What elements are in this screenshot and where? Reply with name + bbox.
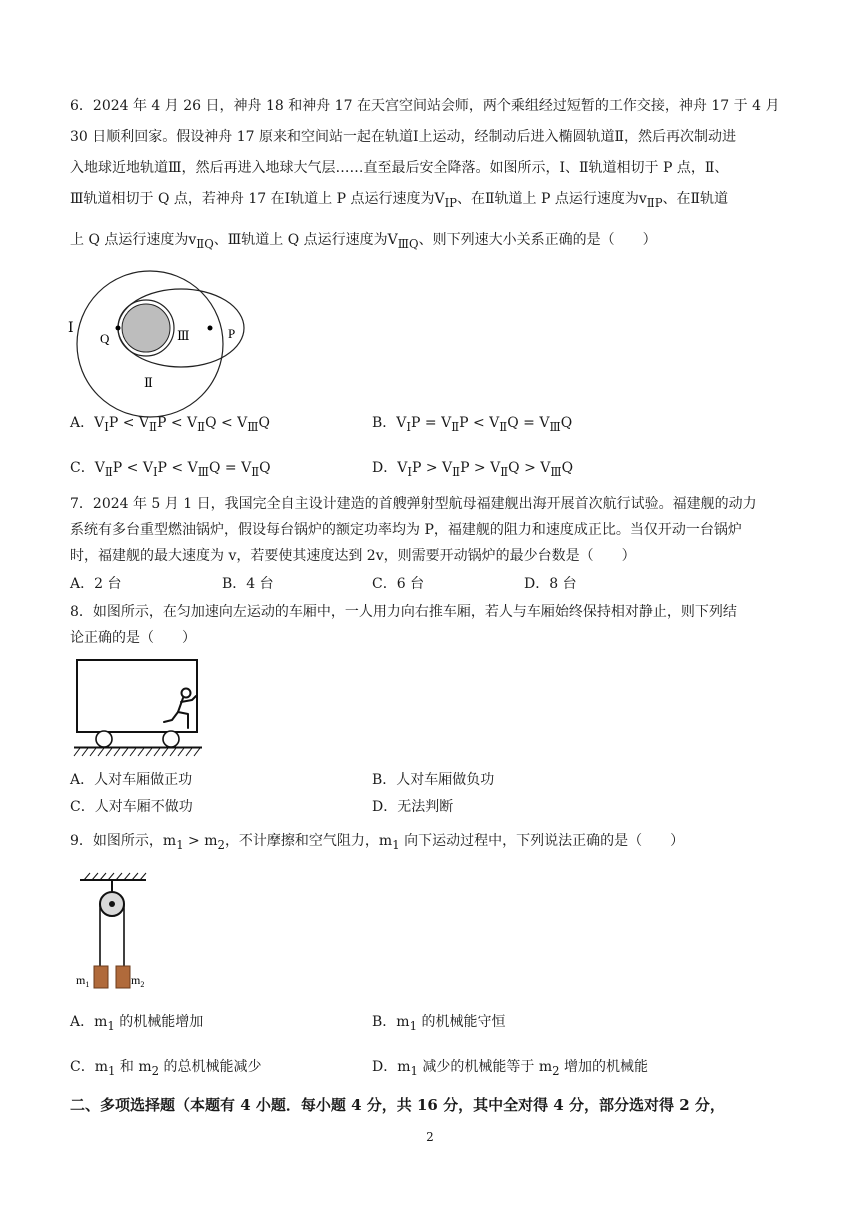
q6-option-d[interactable]: D．$V_ⅠP > V_ⅡP > V_ⅡQ > V_ⅢQ$ (372, 460, 574, 479)
train-car-diagram (72, 656, 204, 758)
right-wheel (163, 731, 179, 747)
q6-option-c[interactable]: C．$V_ⅡP < V_ⅠP < V_ⅢQ = V_ⅡQ$ (70, 460, 271, 479)
q6-text-line-4: Ⅲ轨道相切于 Q 点，若神舟 17 在Ⅰ轨道上 P 点运行速度为$V_{ⅠP}$、在Ⅱ轨道上 P 点运行速度为$v_{ⅡP}$、在Ⅱ轨道 (70, 191, 729, 210)
label-m1: $m_1$ (76, 973, 90, 989)
ground-hatching (74, 748, 200, 756)
q8-option-b[interactable]: B．人对车厢做负功 (372, 772, 495, 788)
label-orbit-III: Ⅲ (177, 328, 190, 343)
q9-text-line-1: 9．如图所示，$m_1 > m_2$，不计摩擦和空气阻力，$m_1$ 向下运动过程中，下列说法正确的是（ ） (70, 833, 685, 852)
q6-text-line-3: 入地球近地轨道Ⅲ，然后再进入地球大气层……直至最后安全降落。如图所示，Ⅰ、Ⅱ轨道相切于 P 点，Ⅱ、 (70, 160, 729, 176)
q6-option-b[interactable]: B．$V_ⅠP = V_ⅡP < V_ⅡQ = V_ⅢQ$ (372, 415, 573, 434)
q7-option-b[interactable]: B．4 台 (222, 576, 274, 592)
q7-option-a[interactable]: A．2 台 (70, 576, 122, 592)
ceiling-hatching (84, 873, 146, 880)
q7-option-d[interactable]: D．8 台 (524, 576, 577, 592)
mass-m1-block (94, 966, 108, 988)
car-body (77, 660, 197, 732)
q9-option-d[interactable]: D．$m_1$ 减少的机械能等于 $m_2$ 增加的机械能 (372, 1059, 648, 1078)
q7-option-c[interactable]: C．6 台 (372, 576, 425, 592)
q7-text-line-1: 7．2024 年 5 月 1 日，我国完全自主设计建造的首艘弹射型航母福建舰出海开展首次航行试验。福建舰的动力 (70, 496, 757, 512)
label-Q: Q (100, 331, 110, 346)
q8-text-line-1: 8．如图所示，在匀加速向左运动的车厢中，一人用力向右推车厢，若人与车厢始终保持相对静止，则下列结 (70, 604, 737, 620)
q7-text-line-2: 系统有多台重型燃油锅炉，假设每台锅炉的额定功率均为 P，福建舰的阻力和速度成正比。当仅开动一台锅炉 (70, 522, 742, 538)
q8-text-line-2: 论正确的是（ ） (70, 630, 196, 646)
q6-text-line-1: 6．2024 年 4 月 26 日，神舟 18 和神舟 17 在天宫空间站会师，两个乘组经过短暂的工作交接，神舟 17 于 4 月 (70, 98, 780, 114)
mass-m2-block (116, 966, 130, 988)
left-wheel (96, 731, 112, 747)
page-number: 2 (426, 1130, 434, 1144)
q9-option-c[interactable]: C．$m_1$ 和 $m_2$ 的总机械能减少 (70, 1059, 262, 1078)
label-m2: $m_2$ (131, 973, 145, 989)
orbit-diagram (66, 266, 256, 426)
q9-option-a[interactable]: A．$m_1$ 的机械能增加 (70, 1014, 204, 1033)
q8-option-d[interactable]: D．无法判断 (372, 799, 454, 815)
section-2-heading: 二、多项选择题（本题有 4 小题．每小题 4 分，共 16 分，其中全对得 4 分，部分选对得 2 分， (70, 1096, 725, 1114)
q8-option-a[interactable]: A．人对车厢做正功 (70, 772, 193, 788)
q7-text-line-3: 时，福建舰的最大速度为 v，若要使其速度达到 2v，则需要开动锅炉的最少台数是（ ） (70, 548, 636, 564)
q6-option-a[interactable]: A．$V_ⅠP < V_ⅡP < V_ⅡQ < V_ⅢQ$ (70, 415, 271, 434)
point-Q-dot (116, 326, 121, 331)
q6-text-line-5: 上 Q 点运行速度为$v_{ⅡQ}$、Ⅲ轨道上 Q 点运行速度为$V_{ⅢQ}$、则下列速大小关系正确的是（ ） (70, 232, 657, 251)
earth (122, 304, 170, 352)
q9-option-b[interactable]: B．$m_1$ 的机械能守恒 (372, 1014, 506, 1033)
point-P-dot (208, 326, 213, 331)
label-P: P (228, 326, 236, 341)
label-orbit-II: Ⅱ (144, 375, 153, 390)
pulley-diagram (74, 870, 154, 992)
q8-option-c[interactable]: C．人对车厢不做功 (70, 799, 193, 815)
q6-text-line-2: 30 日顺利回家。假设神舟 17 原来和空间站一起在轨道Ⅰ上运动，经制动后进入椭圆轨道Ⅱ，然后再次制动进 (70, 129, 737, 145)
label-orbit-I: Ⅰ (68, 321, 74, 336)
pulley-axle (109, 901, 115, 907)
